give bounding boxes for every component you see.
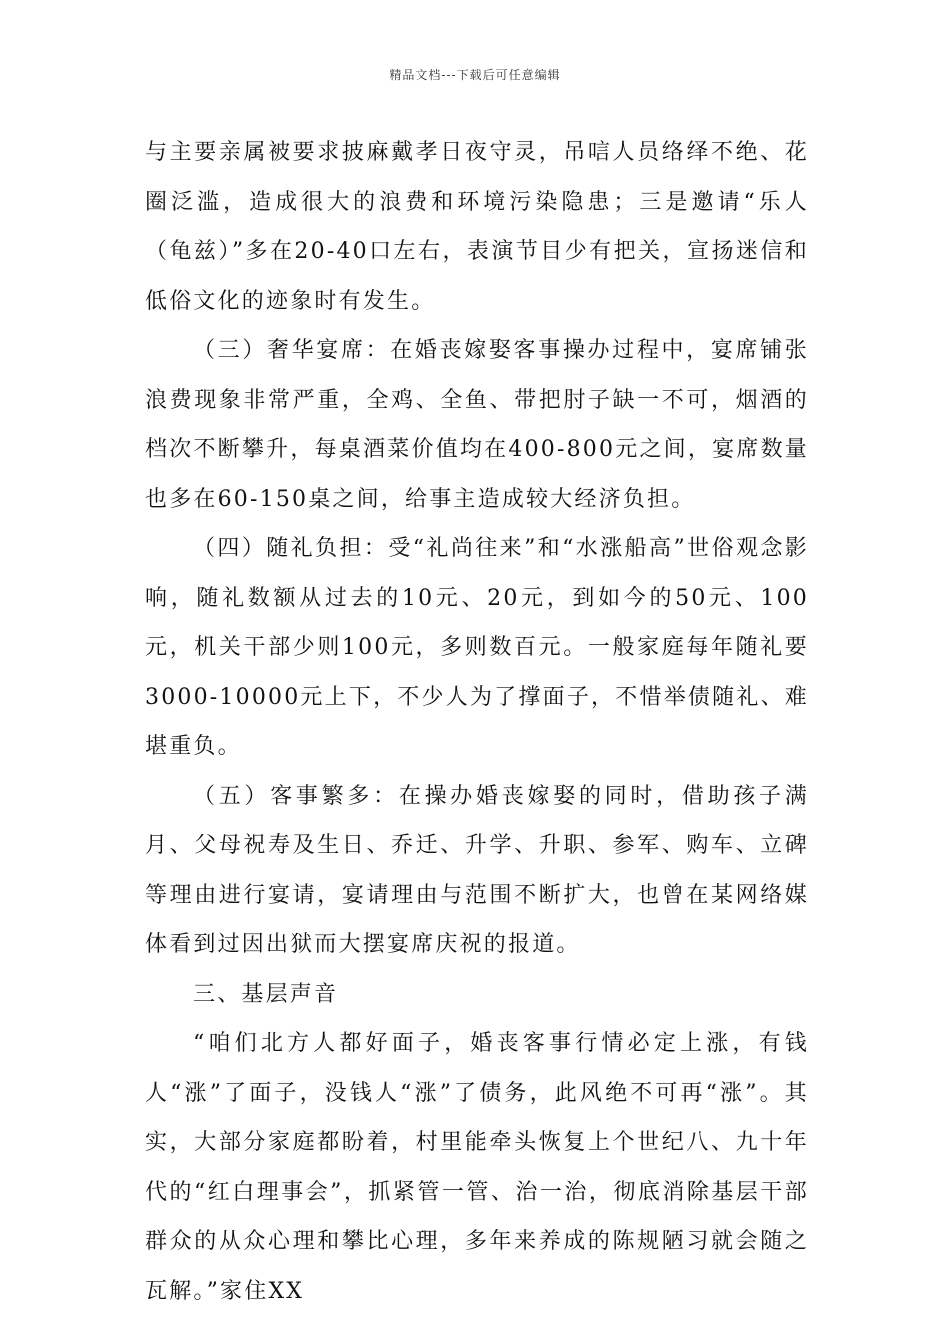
- paragraph-frequent-events: （五）客事繁多：在操办婚丧嫁娶的同时，借助孩子满月、父母祝寿及生日、乔迁、升学、升职、参军、购车、立碑等理由进行宴请，宴请理由与范围不断扩大，也曾在某网络媒体看到过因出狱而大摆宴席庆祝的报道。: [145, 783, 809, 957]
- page-header: 精品文档---下载后可任意编辑: [389, 68, 561, 82]
- document-body: [145, 128, 809, 1316]
- paragraph-quote: “咱们北方人都好面子，婚丧客事行情必定上涨，有钱人“涨”了面子，没钱人“涨”了债务，此风绝不可再“涨”。其实，大部分家庭都盼着，村里能牵头恢复上个世纪八、九十年代的“红白理事会”，抓紧管一管、治一治，彻底消除基层干部群众的从众心理和攀比心理，多年来养成的陈规陋习就会随之瓦解。”家住XX: [145, 1031, 809, 1304]
- paragraph-luxury-banquet: （三）奢华宴席：在婚丧嫁娶客事操办过程中，宴席铺张浪费现象非常严重，全鸡、全鱼、带把肘子缺一不可，烟酒的档次不断攀升，每桌酒菜价值均在400-800元之间，宴席数量也多在60-150桌之间，给事主造成较大经济负担。: [145, 338, 809, 512]
- section-heading-grassroots-voices: 三、基层声音: [193, 981, 339, 1007]
- paragraph-gift-burden: （四）随礼负担：受“礼尚往来”和“水涨船高”世俗观念影响，随礼数额从过去的10元、20元，到如今的50元、100元，机关干部少则100元，多则数百元。一般家庭每年随礼要3000-10000元上下，不少人为了撑面子，不惜举债随礼、难堪重负。: [145, 536, 809, 759]
- paragraph-continuation: 与主要亲属被要求披麻戴孝日夜守灵，吊唁人员络绎不绝、花圈泛滥，造成很大的浪费和环境污染隐患；三是邀请“乐人（龟兹）”多在20-40口左右，表演节目少有把关，宣扬迷信和低俗文化的迹象时有发生。: [145, 140, 809, 314]
